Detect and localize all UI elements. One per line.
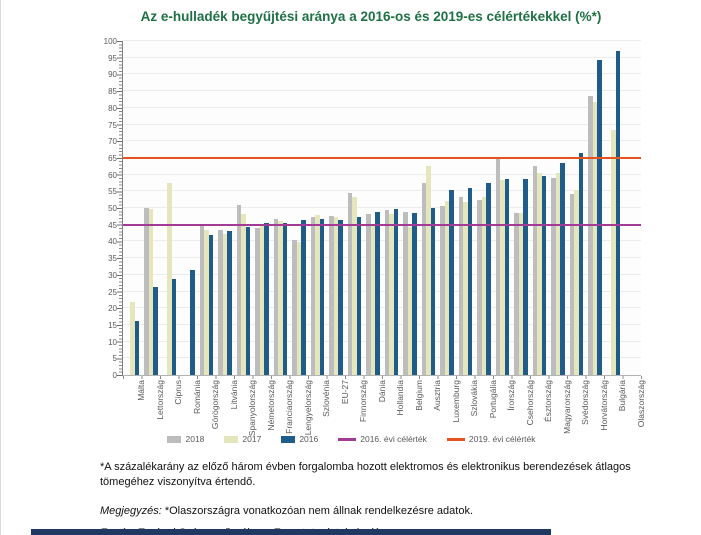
legend-item-2016 [281, 434, 318, 444]
y-axis-tick-label: 30 [108, 270, 117, 280]
x-axis-label: Portugália [487, 380, 498, 419]
y-axis-tick-label: 55 [108, 187, 117, 197]
bar-2016-lettország [153, 287, 158, 375]
x-axis-label: Észtország [543, 380, 554, 423]
legend-item-2017 [224, 434, 261, 444]
bar-2016-luxemburg [449, 190, 454, 375]
bar-2016-litvánia [227, 231, 232, 375]
legend-label: 2016 [299, 434, 319, 444]
bar-2016-észtország [542, 176, 547, 375]
bar-2016-szlovénia [320, 219, 325, 375]
gridline [123, 90, 641, 91]
bar-2016-lengyelország [301, 220, 306, 375]
bar-2016-horvátország [597, 60, 602, 375]
x-axis-label: Svédország [580, 380, 591, 425]
bar-2016-franciaország [283, 223, 288, 375]
y-axis-tick-label: 20 [108, 304, 117, 314]
y-axis-tick-label: 100 [103, 37, 117, 46]
bar-2016-dánia [375, 212, 380, 375]
bar-chart [1, 0, 701, 460]
x-axis-label: Görögország [210, 380, 221, 430]
legend-line-swatch [447, 438, 465, 441]
bar-2016-szlovákia [468, 188, 473, 375]
legend-item-2018 [167, 434, 204, 444]
y-axis-tick-label: 65 [108, 153, 117, 163]
bottom-window-strip [31, 529, 551, 535]
x-axis-label: Olaszország [635, 380, 646, 428]
x-axis-label: Luxemburg [450, 380, 461, 423]
legend-item-2016-vi-c-l-rt-k [338, 434, 427, 444]
y-axis-tick-label: 10 [108, 337, 117, 347]
legend-item-2019-vi-c-l-rt-k [447, 434, 536, 444]
legend-swatch [167, 436, 181, 443]
gridline [123, 40, 641, 41]
bar-2016-portugália [486, 183, 491, 375]
gridline [123, 107, 641, 108]
x-axis-label: Finnország [358, 380, 369, 423]
legend-label: 2016. évi célérték [360, 434, 427, 444]
target-line-2019-vi-c-l-rt-k [123, 157, 641, 159]
y-axis-tick-label: 0 [112, 371, 117, 380]
notes-block [100, 460, 675, 535]
bar-2016-málta [135, 321, 140, 375]
x-axis-label: Csehország [524, 380, 535, 426]
y-axis-tick-label: 15 [108, 320, 117, 330]
y-axis-tick-label: 80 [108, 103, 117, 113]
x-axis-labels [123, 376, 646, 437]
bar-2016-bulgária [616, 51, 621, 375]
legend-swatch [281, 436, 295, 443]
y-axis-tick-label: 40 [108, 237, 117, 247]
legend-label: 2019. évi célérték [468, 434, 536, 444]
y-axis-tick-label: 50 [108, 204, 117, 213]
bar-2016-belgium [412, 213, 417, 375]
y-axis-tick-label: 25 [108, 287, 117, 297]
x-axis-label: Litvánia [228, 380, 239, 410]
y-axis-tick-label: 90 [108, 70, 117, 80]
bar-2016-hollandia [394, 209, 399, 375]
bar-2016-finnország [357, 217, 362, 375]
x-axis-label: Hollandia [395, 380, 406, 416]
x-axis-label: Lengyelország [302, 380, 313, 436]
x-axis-label: Írország [506, 380, 517, 411]
footnote-text: *A százalékarány az előző három évben forgalomba hozott elektromos és elektronikus berendezések átlagos tömegéhez viszonyítva értendő. [100, 461, 631, 488]
x-axis-label: Spanyolország [247, 380, 258, 437]
legend-label: 2018 [185, 434, 205, 444]
x-axis-label: Málta [136, 380, 147, 401]
x-axis-label: Belgium [413, 380, 424, 411]
y-axis-tick-label: 35 [108, 254, 117, 264]
y-axis-tick-label: 85 [108, 87, 117, 97]
megjegyzes-text: *Olaszországra vonatkozóan nem állnak rendelkezésre adatok. [161, 504, 473, 517]
x-axis-label: Lettország [154, 380, 165, 420]
bar-2016-görögország [209, 235, 214, 375]
legend-label: 2017 [242, 434, 262, 444]
megjegyzes-label: Megjegyzés: [100, 504, 162, 517]
y-axis-tick-label: 75 [108, 120, 117, 130]
target-line-2016-vi-c-l-rt-k [123, 224, 641, 226]
bar-2016-németország [264, 223, 269, 375]
x-axis-label: Ciprus [173, 380, 184, 405]
bar-2016-eu-27 [338, 220, 343, 375]
x-axis-label: Szlovénia [321, 380, 332, 417]
chart-title: Az e-hulladék begyűjtési aránya a 2016-os és 2019-es célértékekkel (%*) [140, 9, 602, 24]
gridline [123, 73, 641, 74]
x-axis-label: Franciaország [284, 380, 295, 434]
x-axis-label: EU-27 [339, 380, 350, 405]
x-axis-label: Németország [265, 380, 276, 431]
bar-2016-ciprus [172, 279, 177, 375]
gridline [123, 140, 641, 141]
legend-swatch [224, 436, 238, 443]
x-axis-label: Dánia [376, 380, 387, 403]
y-axis-tick-label: 45 [108, 220, 117, 230]
y-axis-line [122, 41, 123, 376]
gridline [123, 124, 641, 125]
x-axis-label: Románia [191, 380, 202, 415]
plot-area [123, 41, 641, 375]
gridline [123, 57, 641, 58]
bar-2016-spanyolország [246, 227, 251, 375]
x-axis-label: Ausztria [432, 380, 443, 411]
y-axis-tick-label: 95 [108, 53, 117, 63]
bar-2016-románia [190, 270, 195, 375]
x-axis-label: Magyarország [561, 380, 572, 434]
bar-2016-írország [505, 179, 510, 375]
megjegyzes-line [100, 504, 675, 519]
bar-2016-ausztria [431, 208, 436, 375]
x-axis-label: Bulgária [617, 380, 628, 412]
x-axis-label: Szlovákia [469, 380, 480, 417]
bar-2016-magyarország [560, 163, 565, 375]
chart-legend [1, 434, 701, 444]
x-axis-label: Horvátország [598, 380, 609, 431]
legend-line-swatch [338, 438, 356, 441]
bar-2016-csehország [523, 179, 528, 375]
y-axis-tick-label: 60 [108, 170, 117, 180]
y-axis-tick-label: 5 [112, 354, 117, 364]
bar-2016-svédország [579, 153, 584, 375]
y-axis-tick-label: 70 [108, 137, 117, 147]
